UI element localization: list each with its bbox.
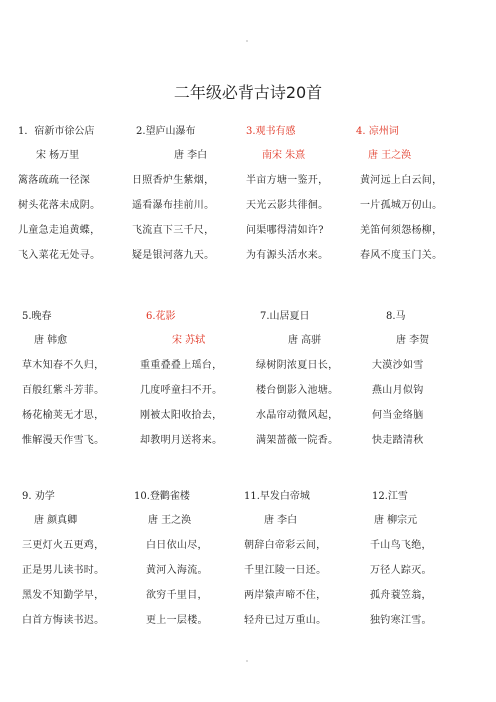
poem-title: 11.早发白帝城 [244, 491, 310, 502]
poem-title: 12.江雪 [372, 491, 408, 502]
poem-line: 问渠哪得清如许? [246, 225, 324, 236]
poem-6 [140, 310, 258, 448]
poem-line: 万径人踪灭。 [370, 565, 432, 576]
poem-title: 7.山居夏日 [260, 311, 310, 322]
poem-line: 篱落疏疏一径深 [18, 175, 91, 186]
poem-author: 唐 李白 [264, 515, 298, 526]
poem-line: 何当金络脑 [372, 410, 424, 421]
poem-author: 宋 苏轼 [172, 335, 206, 346]
poem-line: 百般红紫斗芳菲。 [22, 385, 105, 396]
poem-line: 遥看瀑布挂前川。 [132, 200, 215, 211]
poem-line: 朝辞白帝彩云间， [244, 540, 327, 551]
header-dot [246, 40, 248, 42]
poem-7 [256, 310, 374, 448]
poem-line: 杨花榆荚无才思， [22, 410, 105, 421]
poem-title: 8.马 [386, 311, 406, 322]
poem-line: 千里江陵一日还。 [244, 565, 327, 576]
poem-line: 轻舟已过万重山。 [244, 615, 327, 626]
poem-line: 惟解漫天作雪飞。 [22, 435, 105, 446]
poem-line: 春风不度玉门关。 [360, 250, 443, 261]
poem-line: 楼台倒影入池塘。 [256, 385, 339, 396]
poem-line: 水晶帘动微风起， [256, 410, 339, 421]
poem-3 [246, 125, 364, 263]
poem-author: 唐 高骈 [288, 335, 322, 346]
poem-line: 燕山月似钩 [372, 385, 424, 396]
poem-line: 半亩方塘一鉴开， [246, 175, 329, 186]
poem-line: 天光云影共徘徊。 [246, 200, 329, 211]
poem-line: 为有源头活水来。 [246, 250, 329, 261]
poem-10 [134, 490, 252, 628]
poem-line: 几度呼童扫不开。 [140, 385, 223, 396]
poem-line: 飞入菜花无处寻。 [18, 250, 101, 261]
poem-line: 重重叠叠上瑶台， [140, 360, 223, 371]
poem-8 [370, 310, 488, 448]
page-title: 二年级必背古诗20首 [173, 83, 323, 102]
poem-line: 飞流直下三千尺， [132, 225, 215, 236]
poem-title: 4. 凉州词 [356, 126, 399, 137]
poem-line: 千山鸟飞绝， [370, 540, 432, 551]
poem-line: 刚被太阳收拾去， [140, 410, 223, 421]
poem-title: 5.晚春 [22, 311, 52, 322]
footer-dot [246, 660, 248, 662]
poem-line: 三更灯火五更鸡， [22, 540, 105, 551]
poem-line: 疑是银河落九天。 [132, 250, 215, 261]
poem-title: 10.登鹳雀楼 [134, 491, 190, 502]
poem-9 [22, 490, 140, 628]
poem-title: 6.花影 [146, 311, 176, 322]
poem-2 [132, 125, 250, 263]
poem-line: 两岸猿声啼不住， [244, 590, 327, 601]
poem-12 [370, 490, 488, 628]
poem-line: 白首方悔读书迟。 [22, 615, 105, 626]
poem-line: 黑发不知勤学早， [22, 590, 105, 601]
poem-line: 羌笛何须怨杨柳， [360, 225, 443, 236]
poem-title: 9. 劝学 [22, 491, 55, 502]
poem-line: 树头花落未成阴。 [18, 200, 101, 211]
poem-line: 大漠沙如雪 [372, 360, 424, 371]
poem-line: 正是男儿读书时。 [22, 565, 105, 576]
poem-author: 唐 王之涣 [368, 150, 412, 161]
poem-line: 白日依山尽， [146, 540, 208, 551]
poem-11 [244, 490, 362, 628]
poem-line: 黄河远上白云间， [360, 175, 443, 186]
poem-author: 唐 颜真卿 [34, 515, 78, 526]
poem-line: 黄河入海流。 [146, 565, 208, 576]
poem-line: 一片孤城万仞山。 [360, 200, 443, 211]
poem-title: 2.望庐山瀑布 [136, 126, 196, 137]
poem-author: 唐 王之涣 [148, 515, 192, 526]
poem-author: 南宋 朱熹 [262, 150, 306, 161]
poem-line: 欲穷千里目， [146, 590, 208, 601]
poem-line: 儿童急走追黄蝶， [18, 225, 101, 236]
poem-line: 满架蔷薇一院香。 [256, 435, 339, 446]
poem-4 [356, 125, 474, 263]
poem-line: 绿树阴浓夏日长， [256, 360, 339, 371]
poem-line: 日照香炉生紫烟， [132, 175, 215, 186]
poem-1 [18, 125, 136, 263]
poem-author: 唐 柳宗元 [374, 515, 418, 526]
poem-author: 唐 李白 [174, 150, 208, 161]
poem-line: 却教明月送将来。 [140, 435, 223, 446]
poem-line: 快走踏清秋 [372, 435, 424, 446]
poem-line: 更上一层楼。 [146, 615, 208, 626]
poem-title: 1．宿新市徐公店 [18, 126, 95, 137]
poem-author: 唐 李贺 [396, 335, 430, 346]
poem-author: 宋 杨万里 [36, 150, 80, 161]
poem-line: 孤舟蓑笠翁， [370, 590, 432, 601]
poem-author: 唐 韩愈 [34, 335, 68, 346]
poem-line: 独钓寒江雪。 [370, 615, 432, 626]
poem-title: 3.观书有感 [246, 126, 296, 137]
poem-line: 草木知春不久归， [22, 360, 105, 371]
poem-5 [22, 310, 140, 448]
